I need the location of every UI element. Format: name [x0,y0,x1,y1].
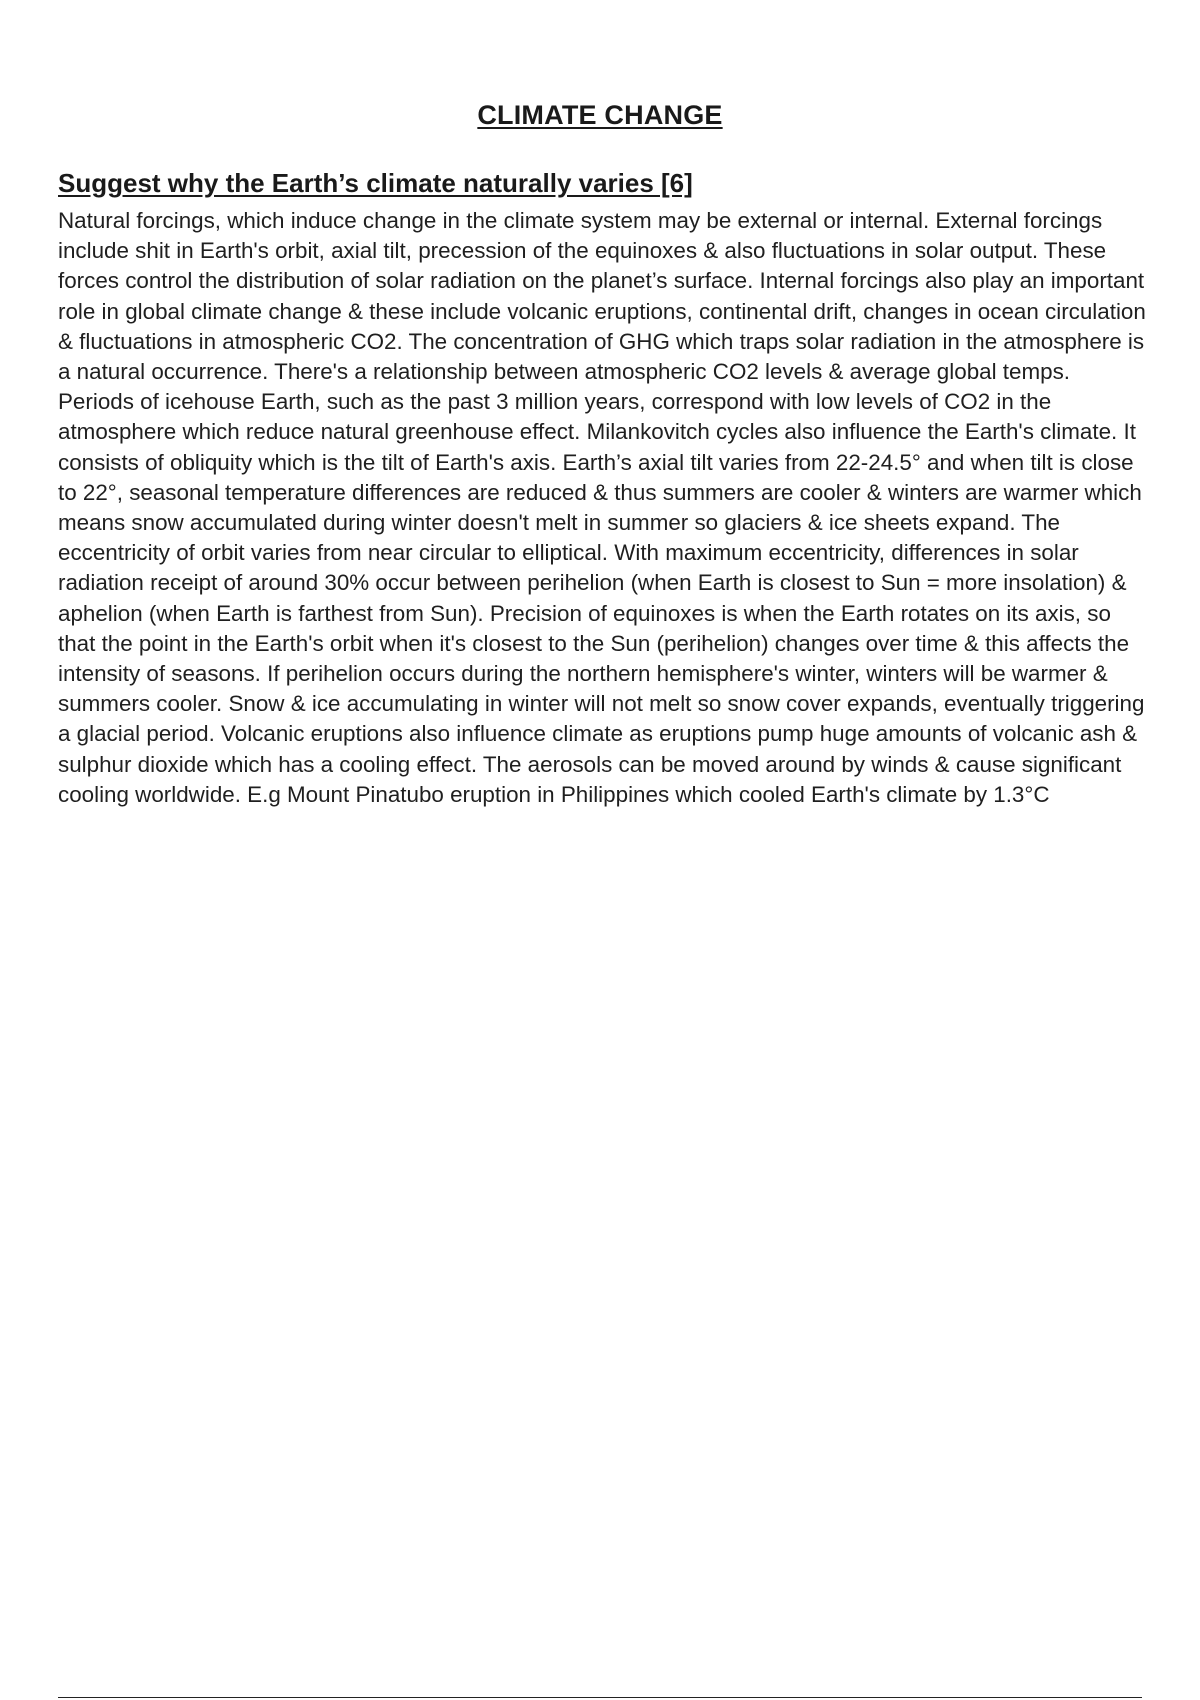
document-title: CLIMATE CHANGE [477,100,723,130]
question-heading: Suggest why the Earth’s climate naturally varies [6] [58,168,693,198]
footer-divider [58,1697,1142,1698]
answer-paragraph: Natural forcings, which induce change in the climate system may be external or internal. External forcings include shit in Earth's orbit, axial tilt, precession of the equinoxes & also fluctuations in solar output. These forces control the distribution of solar radiation on the planet’s surface. Internal forcings also play an important role in global climate change & these include volcanic eruptions, continental drift, changes in ocean circulation & fluctuations in atmospheric CO2. The concentration of GHG which traps solar radiation in the atmosphere is a natural occurrence. There's a relationship between atmospheric CO2 levels & average global temps. Periods of icehouse Earth, such as the past 3 million years, correspond with low levels of CO2 in the atmosphere which reduce natural greenhouse effect. Milankovitch cycles also influence the Earth's climate. It consists of obliquity which is the tilt of Earth's axis. Earth’s axial tilt varies from 22-24.5° and when tilt is close to 22°, seasonal temperature differences are reduced & thus summers are cooler & winters are warmer which means snow accumulated during winter doesn't melt in summer so glaciers & ice sheets expand. The eccentricity of orbit varies from near circular to elliptical. With maximum eccentricity, differences in solar radiation receipt of around 30% occur between perihelion (when Earth is closest to Sun = more insolation) & aphelion (when Earth is farthest from Sun). Precision of equinoxes is when the Earth rotates on its axis, so that the point in the Earth's orbit when it's closest to the Sun (perihelion) changes over time & this affects the intensity of seasons. If perihelion occurs during the northern hemisphere's winter, winters will be warmer & summers cooler. Snow & ice accumulating in winter will not melt so snow cover expands, eventually triggering a glacial period. Volcanic eruptions also influence climate as eruptions pump huge amounts of volcanic ash & sulphur dioxide which has a cooling effect. The aerosols can be moved around by winds & cause significant cooling worldwide. E.g Mount Pinatubo eruption in Philippines which cooled Earth's climate by 1.3°C [58,208,1146,807]
